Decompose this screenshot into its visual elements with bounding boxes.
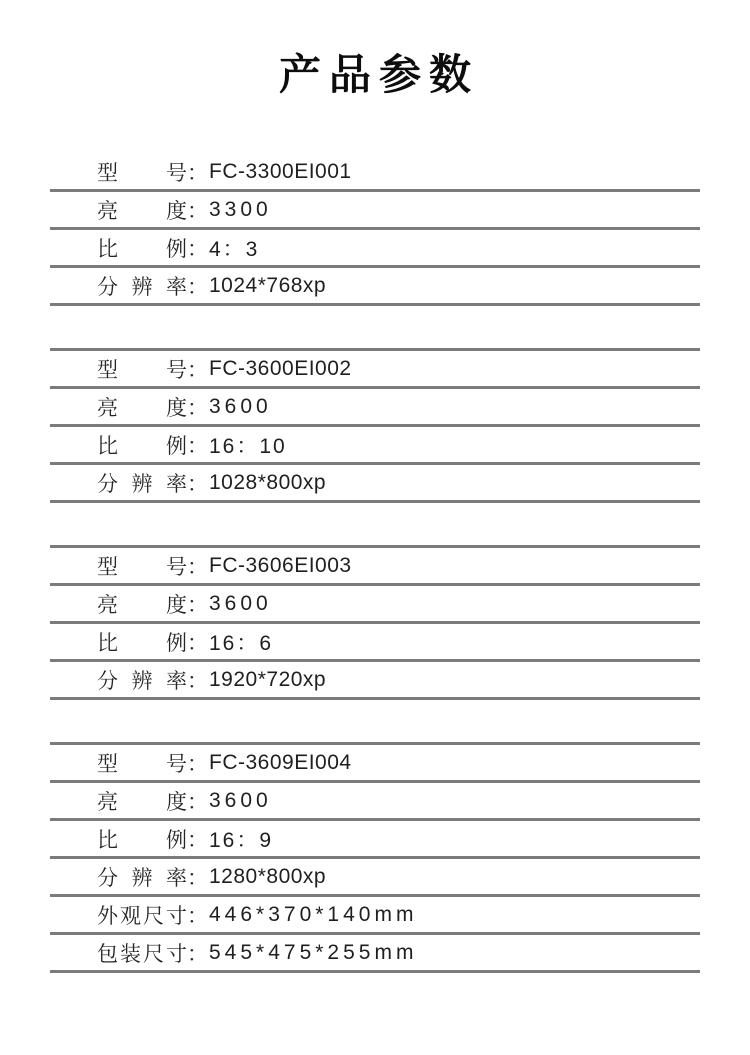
- spec-section-2: [50, 348, 700, 503]
- spec-label: 型号: [97, 161, 187, 185]
- colon-separator: ：: [187, 472, 208, 496]
- spec-row-brightness: [50, 586, 700, 624]
- colon-separator: ：: [187, 275, 208, 299]
- spec-row-resolution: [50, 268, 700, 306]
- spec-row-resolution: [50, 662, 700, 700]
- spec-label: 亮度: [97, 593, 187, 617]
- spec-value: 1024*768xp: [209, 273, 327, 297]
- colon-separator: ：: [187, 358, 208, 382]
- spec-row-brightness: [50, 783, 700, 821]
- spec-label: 型号: [97, 358, 187, 382]
- spec-value: FC-3600EI002: [209, 356, 352, 380]
- spec-label: 比例: [97, 237, 187, 261]
- spec-value: FC-3609EI004: [209, 750, 352, 774]
- spec-row-model: [50, 154, 700, 192]
- colon-separator: ：: [187, 942, 208, 966]
- spec-label: 亮度: [97, 396, 187, 420]
- spec-value: 16：9: [209, 828, 274, 852]
- spec-row-product-size: [50, 897, 700, 935]
- spec-value: FC-3606EI003: [209, 553, 352, 577]
- colon-separator: ：: [187, 199, 208, 223]
- spec-row-model: [50, 745, 700, 783]
- colon-separator: ：: [187, 396, 208, 420]
- colon-separator: ：: [187, 237, 208, 261]
- spec-value: 3600: [209, 591, 272, 615]
- spec-value: 16：10: [209, 434, 287, 458]
- spec-row-ratio: [50, 624, 700, 662]
- spec-label: 比例: [97, 631, 187, 655]
- spec-row-resolution: [50, 859, 700, 897]
- spec-label: 外观尺寸: [97, 904, 187, 928]
- spec-table: [50, 154, 700, 973]
- spec-row-ratio: [50, 821, 700, 859]
- spec-label: 型号: [97, 555, 187, 579]
- colon-separator: ：: [187, 593, 208, 617]
- colon-separator: ：: [187, 631, 208, 655]
- spec-value: 16：6: [209, 631, 274, 655]
- spec-section-3: [50, 545, 700, 700]
- spec-label: 型号: [97, 752, 187, 776]
- spec-label: 亮度: [97, 199, 187, 223]
- spec-row-ratio: [50, 427, 700, 465]
- spec-section-1: [50, 154, 700, 306]
- spec-row-brightness: [50, 192, 700, 230]
- colon-separator: ：: [187, 555, 208, 579]
- colon-separator: ：: [187, 161, 208, 185]
- spec-value: 4：3: [209, 237, 260, 261]
- colon-separator: ：: [187, 904, 208, 928]
- spec-value: 1028*800xp: [209, 470, 327, 494]
- spec-label: 分辨率: [97, 275, 187, 299]
- spec-row-model: [50, 548, 700, 586]
- spec-label: 亮度: [97, 790, 187, 814]
- page-title: 产品参数: [278, 51, 479, 98]
- spec-row-ratio: [50, 230, 700, 268]
- colon-separator: ：: [187, 752, 208, 776]
- spec-value: 1920*720xp: [209, 667, 327, 691]
- spec-value: FC-3300EI001: [209, 159, 352, 183]
- spec-label: 分辨率: [97, 669, 187, 693]
- spec-value: 446*370*140mm: [209, 902, 418, 926]
- spec-row-model: [50, 351, 700, 389]
- spec-label: 分辨率: [97, 472, 187, 496]
- spec-label: 分辨率: [97, 866, 187, 890]
- spec-label: 比例: [97, 828, 187, 852]
- colon-separator: ：: [187, 434, 208, 458]
- colon-separator: ：: [187, 790, 208, 814]
- spec-section-4: [50, 742, 700, 973]
- colon-separator: ：: [187, 866, 208, 890]
- spec-value: 1280*800xp: [209, 864, 327, 888]
- spec-label: 包装尺寸: [97, 942, 187, 966]
- colon-separator: ：: [187, 828, 208, 852]
- spec-label: 比例: [97, 434, 187, 458]
- spec-value: 3300: [209, 197, 272, 221]
- spec-value: 3600: [209, 394, 272, 418]
- spec-value: 3600: [209, 788, 272, 812]
- colon-separator: ：: [187, 669, 208, 693]
- spec-row-brightness: [50, 389, 700, 427]
- spec-row-resolution: [50, 465, 700, 503]
- spec-row-package-size: [50, 935, 700, 973]
- spec-value: 545*475*255mm: [209, 940, 418, 964]
